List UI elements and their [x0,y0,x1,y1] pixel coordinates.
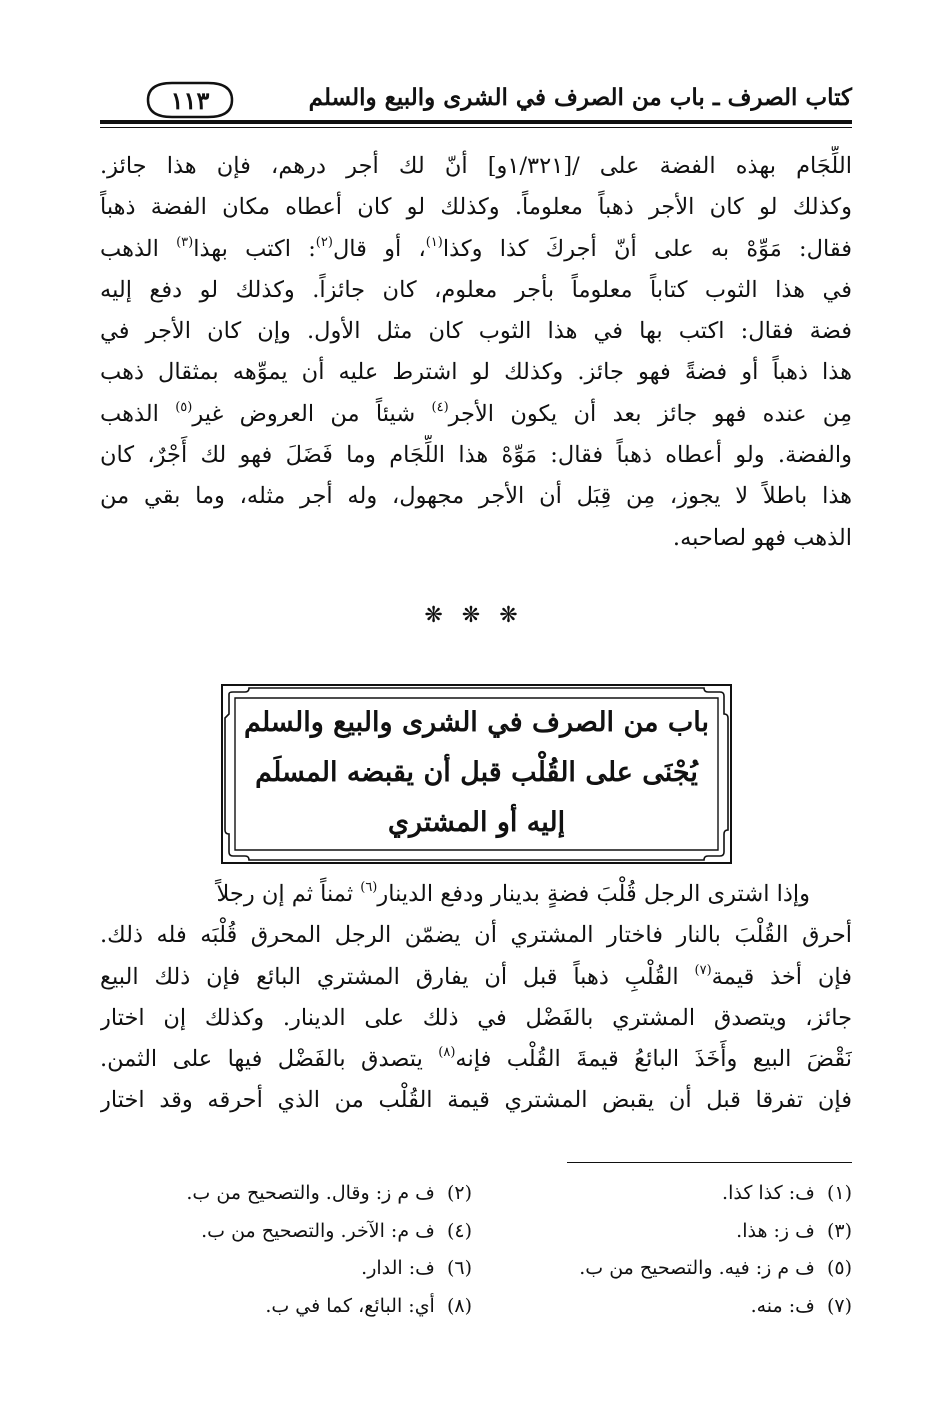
footnote-marker: (٥) [175,399,193,415]
footnote-number: (٨) [446,1294,472,1317]
paragraph-line: فإن تفرقا قبل أن يقبض المشتري قيمة القُلْب من الذي أحرقه وقد اختار [100,1087,852,1114]
footnote-6 [361,1250,472,1288]
footnote-number: (٥) [826,1257,852,1279]
footnote-4 [201,1213,472,1251]
footnote-marker: (٢) [315,234,333,250]
paragraph-line: هذا باطلاً لا يجوز، مِن قِبَل أن الأجر مجهول، وله أجر مثله، وما بقي من [100,483,852,510]
paragraph-line: اللِّجَام بهذه الفضة على /[١/٣٢١و] أنّ لك أجر درهم، فإن هذا جائز. [100,153,852,179]
footnote-number: (٦) [446,1257,472,1279]
paragraph-line: هذا ذهباً أو فضةً فهو جائز. وكذلك لو اشترط عليه أن يموِّهه بمثقال ذهب [100,359,852,386]
running-header [100,80,852,120]
footnote-marker: (٧) [694,962,712,978]
paragraph-line: أحرق القُلْبَ بالنار فاختار المشتري أن يضمّن الرجل المحرق قُلْبَه فله ذلك. [100,922,852,949]
paragraph-1 [100,146,852,559]
paragraph-2 [100,874,852,1122]
footnote-marker: (٤) [431,399,449,415]
footnote-text: ف: كذا كذا. [722,1182,815,1204]
chapter-title-line: يُجْنَى على القُلْب قبل أن يقبضه المسلَم [255,757,698,788]
footnote-text: ف م: الآخر. والتصحيح من ب. [201,1219,435,1242]
footnote-text: ف: منه. [750,1294,815,1317]
page-number: ١١٣ [170,86,210,115]
footnote-row [100,1288,852,1326]
header-rule-thin [100,127,852,128]
footnote-rule [567,1162,852,1163]
footnote-row [100,1250,852,1288]
footnote-8 [265,1288,472,1326]
footnote-marker: (١) [425,234,443,250]
footnote-number: (٣) [826,1219,852,1242]
paragraph-line: نَقْضَ البيع وأَخَذَ البائعُ قيمةَ القُلْب فإنه$^{(٨)}$ يتصدق بالفَضْل فيها على الثمن. [100,1045,852,1073]
chapter-title-line: إليه أو المشتري [387,807,566,838]
footnote-number: (٢) [446,1182,472,1204]
chapter-title [221,698,732,848]
paragraph-line: الذهب فهو لصاحبه. [672,524,852,551]
footnote-number: (٧) [826,1294,852,1317]
footnotes [100,1175,852,1325]
paragraph-line: وإذا اشترى الرجل قُلْبَ فضةٍ بدينار ودفع الدينار$^{(٦)}$ ثمناً ثم إن رجلاً [216,880,810,907]
paragraph-line: في هذا الثوب كتاباً معلوماً بأجر معلوم، كان جائزاً. وكذلك لو دفع إليه [100,276,852,303]
paragraph-line: فضة فقال: اكتب بها في هذا الثوب كان مثل الأول. وإن كان الأجر في [100,318,852,345]
footnote-2 [186,1175,472,1213]
footnote-5 [579,1250,852,1288]
paragraph-line: وكذلك لو كان الأجر ذهباً معلوماً. وكذلك لو كان أعطاه مكان الفضة ذهباً [100,194,852,221]
footnote-text: ف: الدار. [361,1257,435,1279]
paragraph-line: فقال: مَوِّهْ به على أنّ أجركَ كذا وكذا$^{(١)}$، أو قال$^{(٢)}$: اكتب بهذا$^{(٣)}$ الذهب [100,234,852,262]
footnote-text: ف م ز: وقال. والتصحيح من ب. [186,1182,435,1204]
paragraph-line: جائز، ويتصدق المشتري بالفَضْل في ذلك على الدينار. وكذلك إن اختار [100,1004,852,1031]
footnote-marker: (٣) [176,234,194,250]
paragraph-line: مِن عنده فهو جائز بعد أن يكون الأجر$^{(٤)}$ شيئاً من العروض غير$^{(٥)}$ الذهب [100,399,852,427]
footnote-row [100,1213,852,1251]
footnote-marker: (٦) [360,880,378,895]
header-rule [100,120,852,124]
footnote-marker: (٨) [438,1045,456,1061]
footnote-3 [736,1213,852,1251]
footnote-7 [751,1288,852,1326]
footnote-1 [722,1175,852,1213]
paragraph-line: فإن أخذ قيمة$^{(٧)}$ القُلْبِ ذهباً قبل أن يفارق المشتري البائع فإن ذلك البيع [100,962,852,990]
footnote-text: ف م ز: فيه. والتصحيح من ب. [579,1257,815,1279]
chapter-title-box [221,684,732,864]
chapter-title-line: باب من الصرف في الشرى والبيع والسلم [243,707,710,738]
footnote-row [100,1175,852,1213]
footnote-text: ف ز: هذا. [736,1219,815,1242]
paragraph-line: والفضة. ولو أعطاه ذهباً فقال: مَوِّهْ هذا اللِّجَام وما فَضَلَ فهو لك أَجْرٌ، كان [100,442,852,469]
running-title: كتاب الصرف ـ باب من الصرف في الشرى والبيع والسلم [308,84,852,111]
section-separator: ❋ ❋ ❋ [424,603,524,628]
footnote-number: (٤) [446,1219,472,1242]
footnote-number: (١) [826,1182,852,1204]
footnote-text: أي: البائع، كما في ب. [265,1294,435,1317]
